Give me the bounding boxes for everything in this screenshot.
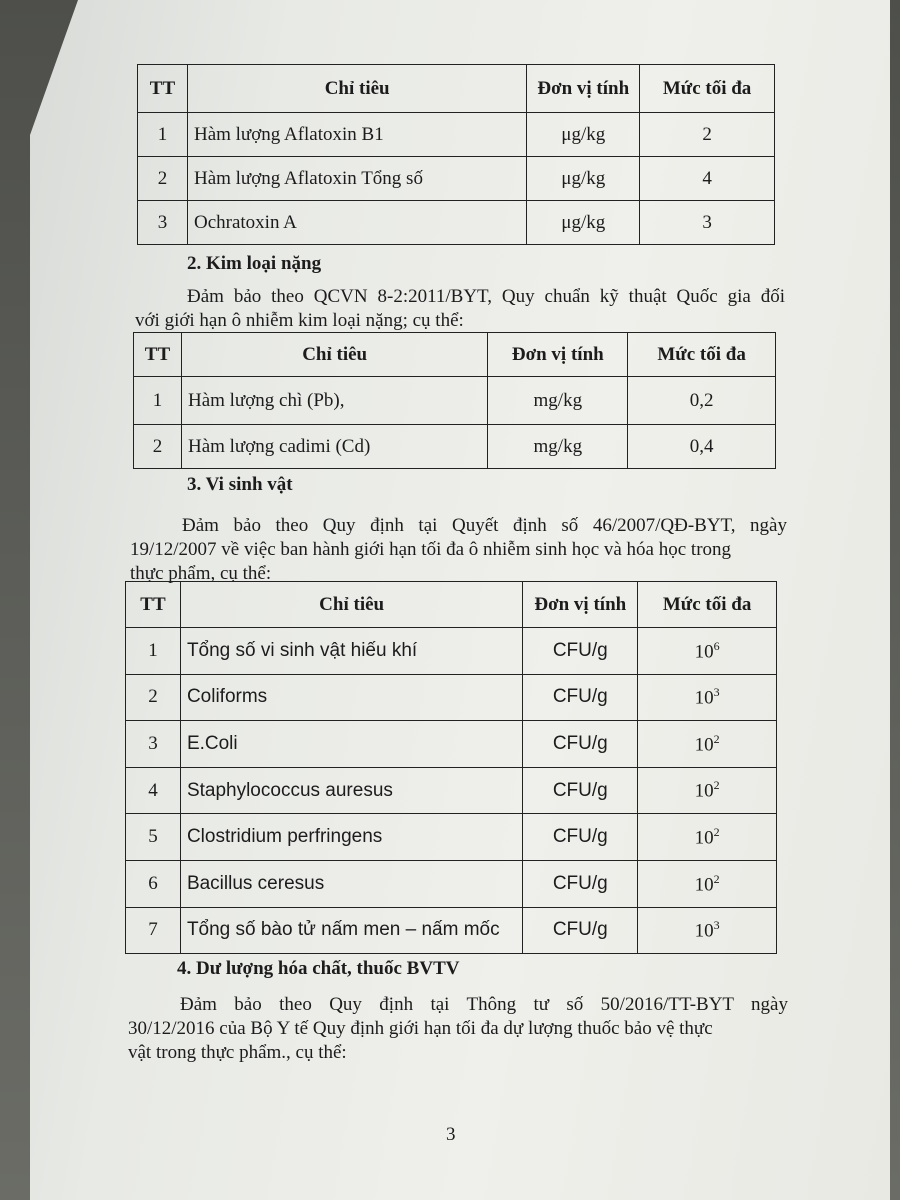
table-row [138,157,775,201]
max-base: 10 [694,920,714,942]
cell-tt: 1 [134,377,182,425]
cell-tt: 6 [126,860,181,907]
cell-criteria: Tổng số bào tử nấm men – nấm mốc [180,907,522,954]
table-header-row [126,582,777,628]
cell-tt: 2 [134,425,182,469]
max-base: 10 [694,687,714,709]
cell-tt: 3 [138,201,188,245]
cell-tt: 2 [138,157,188,201]
cell-max [638,628,777,675]
cell-unit: CFU/g [523,767,638,814]
header-tt: TT [134,333,182,377]
header-criteria: Chỉ tiêu [180,582,522,628]
table-row [126,721,777,768]
table-header-row [138,65,775,113]
header-unit: Đơn vị tính [527,65,640,113]
cell-criteria: Clostridium perfringens [180,814,522,861]
cell-max: 4 [640,157,775,201]
max-exponent: 6 [713,638,720,653]
cell-unit: μg/kg [527,201,640,245]
cell-max [638,907,777,954]
cell-tt: 3 [126,721,181,768]
header-max: Mức tối đa [638,582,777,628]
table-row [138,113,775,157]
table-row [138,201,775,245]
cell-criteria: Ochratoxin A [187,201,526,245]
page-number: 3 [446,1124,456,1145]
paragraph-line: vật trong thực phẩm., cụ thể: [128,1042,347,1063]
table-row [126,907,777,954]
table-row [126,674,777,721]
cell-max [638,814,777,861]
max-base: 10 [694,827,714,849]
cell-tt: 2 [126,674,181,721]
table-row [134,425,776,469]
cell-unit: CFU/g [523,674,638,721]
paragraph-line: Đảm bảo theo Quy định tại Quyết định số 46/2007/QĐ-BYT, ngày [182,515,787,536]
table-row [126,767,777,814]
cell-tt: 5 [126,814,181,861]
table-header-row [134,333,776,377]
cell-max: 2 [640,113,775,157]
table-heavy-metals [133,332,776,469]
cell-criteria: Hàm lượng chì (Pb), [181,377,487,425]
cell-max [638,674,777,721]
cell-criteria: Staphylococcus auresus [180,767,522,814]
cell-unit: CFU/g [523,628,638,675]
section-paragraph-heavy-metals [135,285,785,333]
max-exponent: 2 [713,731,720,746]
section-paragraph-chemical-residues [128,993,788,1065]
cell-unit: μg/kg [527,157,640,201]
cell-unit: μg/kg [527,113,640,157]
section-heading-microbiology: 3. Vi sinh vật [187,474,293,495]
cell-max [638,721,777,768]
max-exponent: 3 [713,685,720,700]
table-row [134,377,776,425]
paragraph-line: 19/12/2007 về việc ban hành giới hạn tối đa ô nhiễm sinh học và hóa học trong [130,539,732,560]
section-heading-chemical-residues: 4. Dư lượng hóa chất, thuốc BVTV [177,958,460,979]
cell-max [638,860,777,907]
cell-unit: CFU/g [523,721,638,768]
cell-tt: 1 [126,628,181,675]
header-max: Mức tối đa [640,65,775,113]
paragraph-line: Đảm bảo theo QCVN 8-2:2011/BYT, Quy chuẩn kỹ thuật Quốc gia đối [187,286,785,307]
cell-unit: CFU/g [523,860,638,907]
cell-unit: mg/kg [488,377,628,425]
max-exponent: 2 [713,871,720,886]
cell-max: 0,4 [628,425,776,469]
section-heading-heavy-metals: 2. Kim loại nặng [187,253,322,274]
cell-max: 0,2 [628,377,776,425]
paragraph-line: 30/12/2016 của Bộ Y tế Quy định giới hạn tối đa dự lượng thuốc bảo vệ thực [128,1018,713,1039]
table-row [126,628,777,675]
table-row [126,860,777,907]
cell-criteria: Bacillus ceresus [180,860,522,907]
max-base: 10 [694,780,714,802]
cell-tt: 1 [138,113,188,157]
header-unit: Đơn vị tính [488,333,628,377]
header-tt: TT [126,582,181,628]
cell-unit: CFU/g [523,814,638,861]
table-mycotoxins [137,64,775,245]
cell-criteria: E.Coli [180,721,522,768]
paragraph-line: Đảm bảo theo Quy định tại Thông tư số 50/2016/TT-BYT ngày [180,994,788,1015]
cell-criteria: Hàm lượng Aflatoxin B1 [187,113,526,157]
max-base: 10 [694,734,714,756]
cell-max: 3 [640,201,775,245]
table-microbiology [125,581,777,954]
cell-criteria: Tổng số vi sinh vật hiếu khí [180,628,522,675]
max-exponent: 2 [713,825,720,839]
header-unit: Đơn vị tính [523,582,638,628]
cell-max [638,767,777,814]
max-exponent: 3 [713,918,720,933]
section-paragraph-microbiology [130,514,787,586]
max-base: 10 [694,640,714,662]
paragraph-line: thực phẩm, cụ thể: [130,563,272,584]
cell-tt: 4 [126,767,181,814]
cell-criteria: Hàm lượng Aflatoxin Tổng số [187,157,526,201]
max-base: 10 [694,873,714,895]
header-tt: TT [138,65,188,113]
max-exponent: 2 [713,778,720,793]
paragraph-line: với giới hạn ô nhiễm kim loại nặng; cụ thể: [135,310,464,331]
cell-criteria: Hàm lượng cadimi (Cd) [181,425,487,469]
header-criteria: Chỉ tiêu [181,333,487,377]
cell-unit: mg/kg [488,425,628,469]
table-row [126,814,777,861]
cell-unit: CFU/g [523,907,638,954]
cell-tt: 7 [126,907,181,954]
header-max: Mức tối đa [628,333,776,377]
header-criteria: Chỉ tiêu [187,65,526,113]
cell-criteria: Coliforms [180,674,522,721]
